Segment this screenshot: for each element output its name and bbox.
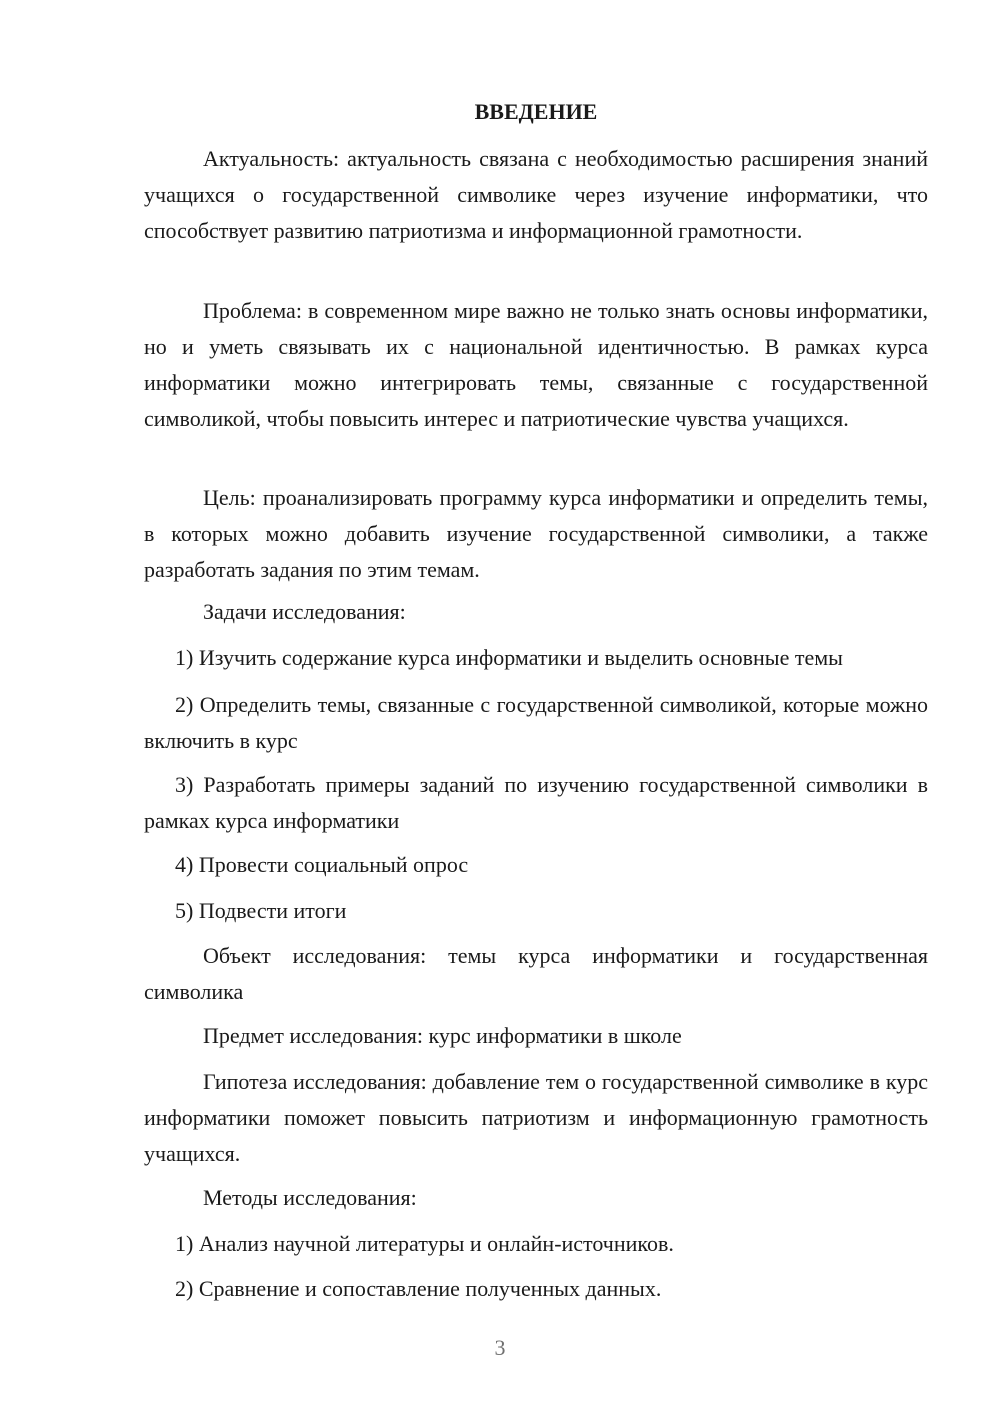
object-paragraph: Объект исследования: темы курса информатики и государственная символика (144, 943, 928, 1004)
method-item-2: 2) Сравнение и сопоставление полученных данных. (175, 1276, 662, 1301)
task-item-1: 1) Изучить содержание курса информатики и выделить основные темы (175, 645, 843, 670)
tasks-title: Задачи исследования: (203, 599, 406, 624)
methods-title: Методы исследования: (203, 1185, 417, 1210)
task-item-5: 5) Подвести итоги (175, 898, 347, 923)
section-heading: ВВЕДЕНИЕ (474, 99, 598, 124)
page-number: 3 (494, 1335, 506, 1360)
task-item-2: 2) Определить темы, связанные с государственной символикой, которые можно включить в курс (144, 692, 928, 753)
task-item-4: 4) Провести социальный опрос (175, 852, 469, 877)
problem-paragraph: Проблема: в современном мире важно не только знать основы информатики, но и уметь связывать их с национальной идентичностью. В рамках курса информатики можно интегрировать темы, связанные с государственной символикой, чтобы повысить интерес и патриотические чувства учащихся. (144, 298, 928, 431)
method-item-1: 1) Анализ научной литературы и онлайн-источников. (175, 1231, 674, 1256)
goal-paragraph: Цель: проанализировать программу курса информатики и определить темы, в которых можно добавить изучение государственной символики, а также разработать задания по этим темам. (144, 485, 928, 582)
task-item-3: 3) Разработать примеры заданий по изучению государственной символики в рамках курса информатики (144, 772, 928, 833)
subject-paragraph: Предмет исследования: курс информатики в школе (203, 1023, 682, 1048)
hypothesis-paragraph: Гипотеза исследования: добавление тем о государственной символике в курс информатики поможет повысить патриотизм и информационную грамотность учащихся. (144, 1069, 928, 1166)
relevance-paragraph: Актуальность: актуальность связана с необходимостью расширения знаний учащихся о государственной символике через изучение информатики, что способствует развитию патриотизма и информационной грамотности. (144, 146, 928, 243)
